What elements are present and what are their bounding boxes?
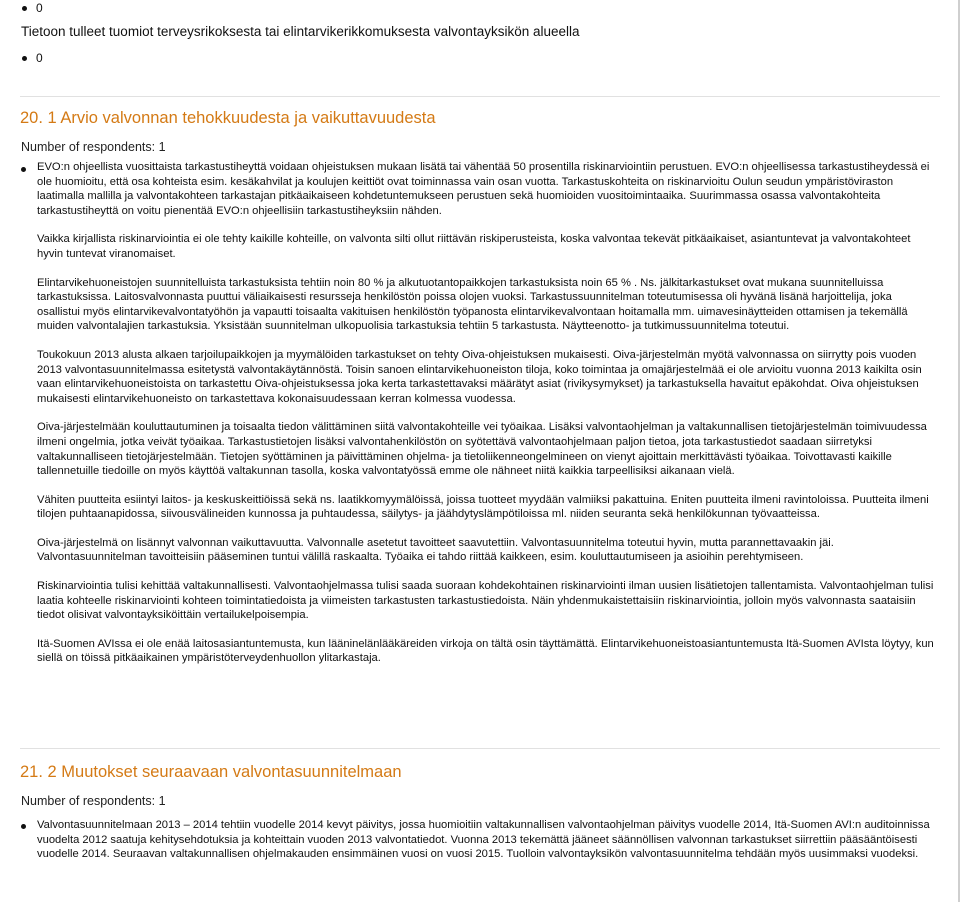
list-item: [22, 1, 43, 15]
answer-paragraph: Toukokuun 2013 alusta alkaen tarjoilupaikkojen ja myymälöiden tarkastukset on tehty Oiva-ohjeistuksen mukaisesti. Oiva-järjestelmän myötä valvonnassa on siirrytty pois vuoden 2013 valvontasuunnitelmassa esitetystä valvontakäytännöstä. Toisin sanoen elintarvikehuoneiston tiloja, koko toimintaa ja omajärjestelmää ei ole arvioitu vuonna 2013 kaikilta osin vaan elintarvikehuoneistoista on tarkastettu Oiva-ohjeistuksessa joka kerta tarkastettavaksi määrätyt asiat (rivikysymykset) ja tarkastuksella havaitut epäkohdat. Oiva ohjeistuksen mukaisesti elintarvikehuoneisto on tarkastettava kokonaisuudessaan kerran kolmessa vuodessa.: [37, 348, 922, 405]
list-item-value: 0: [36, 51, 43, 65]
answer-text: [37, 818, 937, 862]
list-item-value: 0: [36, 1, 43, 15]
section-title: 20. 1 Arvio valvonnan tehokkuudesta ja vaikuttavuudesta: [20, 109, 436, 127]
bullet-icon: [22, 6, 27, 11]
section-title: 21. 2 Muutokset seuraavaan valvontasuunnitelmaan: [20, 763, 402, 781]
bullet-icon: [22, 56, 27, 61]
answer-paragraph: Vähiten puutteita esiintyi laitos- ja keskuskeittiöissä sekä ns. laatikkomyymälöissä, joissa tuotteet myydään valmiiksi pakattuina. Eniten puutteita ilmeni ravintoloissa. Puutteita ilmeni tilojen puhtaanapidossa, siivousvälineiden kunnossa ja puhtaudessa, säilytys- ja jäähdytyslämpötiloissa ml. niiden seuranta sekä henkilökunnan työvaatteissa.: [37, 493, 929, 521]
answer-text: [37, 160, 937, 666]
answer-paragraph: Itä-Suomen AVIssa ei ole enää laitosasiantuntemusta, kun lääninelänlääkäreiden virkoja on tältä osin täyttämättä. Elintarvikehuoneistoasiantuntemusta Itä-Suomen AVIsta löytyy, kun siellä on töissä pitkäaikainen ympäristöterveydenhuollon ylitarkastaja.: [37, 637, 934, 665]
section-divider: [20, 748, 940, 749]
section-divider: [20, 96, 940, 97]
answer-paragraph: Riskinarviointia tulisi kehittää valtakunnallisesti. Valvontaohjelmassa tulisi saada suoraan kohdekohtainen riskinarviointi ilman uusien lisätietojen tallentamista. Valvontaohjelman tulisi laatia kohteelle riskinarviointi kohteen toimintatiedoista ja viimeisten tarkastusten tarkastustiedoista. Näin yhdenmukaistettaisiin riskinarviointia, jolloin myös valvonnasta saataisiin tiedot olisivat valvontayksiköittäin vertailukelpoisempia.: [37, 580, 934, 622]
respondent-count: Number of respondents: 1: [21, 794, 166, 808]
answer-paragraph: Oiva-järjestelmään kouluttautuminen ja toisaalta tiedon välittäminen siitä valvontakohteille vei työaikaa. Lisäksi valvontaohjelman ja valtakunnallisen tietojärjestelmän toimivuudessa ilmeni ongelmia, jotka veivät työaikaa. Tarkastustietojen lisäksi valvontahenkilöstön on syötettävä valvontaohjelmaan paljon tietoa, jota tarkastustiedot saadaan siirretyksi valtakunnalliseen tietojärjestelmään. Tietojen syöttäminen ja päivittäminen ohjelma- ja tietoliikenneongelmineen on vienyt ajoittain merkittävästi työaikaa. Toivottavasti kaikille tallennetuille tiedoille on myös käyttöä valtakunnan tasolla, koska valvontatyössä emme ole nähneet niitä kaikkia tarpeellisiksi aikanaan vielä.: [37, 421, 927, 478]
answer-paragraph: Elintarvikehuoneistojen suunnitelluista tarkastuksista tehtiin noin 80 % ja alkutuotantopaikkojen tarkastuksista noin 65 % . Ns. jälkitarkastukset ovat mukana suunnitelluissa tarkastuksissa. Laitosvalvonnasta puuttui väliaikaisesti resursseja henkilöstön poissa olojen vuoksi. Tarkastussuunnitelman toteutumisessa oli hyvänä lisänä harjoittelija, joka osallistui myös elintarvikevalvontatyöhön ja vapautti toisaalta vakituisen henkilöstön työpanosta elintarvikevalvontaan hoitamalla mm. uimavesinäytteiden ottamisen ja tekemällä muiden valvontalajien tarkastuksia. Yksistään suunnitelman ulkopuolisia tarkastuksia tehtiin 5 tarkastusta. Näytteenotto- ja tutkimussuunnitelma toteutui.: [37, 276, 908, 333]
answer-paragraph: EVO:n ohjeellista vuosittaista tarkastustiheyttä voidaan ohjeistuksen mukaan lisätä tai vähentää 50 prosentilla riskinarviointiin perustuen. EVO:n ohjeellisessa tarkastustiheydessä ei ole huomioitu, että osa kohteista esim. kesäkahvilat ja koulujen keittiöt ovat toiminnassa vain osan vuotta. Tarkastuskohteita on riskinarvioitu Oulun seudun ympäristöviraston laatimalla mallilla ja valvontakohteen tarkastajan pitkäaikaiseen kohdetuntemukseen perustuen sekä huomioiden vuositoimintaaika. Suurimmassa osassa valvontakohteita tarkastustiheyttä on voitu pienentää EVO:n ohjeellisiin tarkastustiheyksiin nähden.: [37, 161, 930, 217]
answer-paragraph: Valvontasuunnitelmaan 2013 – 2014 tehtiin vuodelle 2014 kevyt päivitys, jossa huomioitiin valtakunnallisen valvontaohjelman päivitys vuodelle 2014, Itä-Suomen AVI:n auditoinnissa vuodelta 2012 saatuja kehitysehdotuksia ja kohteittain vuoden 2013 valvontatiedot. Vuonna 2013 tekemättä jääneet säännöllisen valvonnan tarkastukset siirrettiin pääsääntöisesti vuodelle 2014. Seuraavan valtakunnallisen ohjelmakauden ensimmäinen vuosi on vuosi 2015. Tuolloin valvontayksikön valvontasuunnitelma tehdään myös uusimmaksi vuodeksi.: [37, 819, 930, 861]
list-item: [22, 51, 43, 65]
question-heading: Tietoon tulleet tuomiot terveysrikoksesta tai elintarvikerikkomuksesta valvontayksikön alueella: [21, 24, 580, 39]
respondent-count: Number of respondents: 1: [21, 140, 166, 154]
answer-paragraph: Oiva-järjestelmä on lisännyt valvonnan vaikuttavuutta. Valvonnalle asetetut tavoitteet saavutettiin. Valvontasuunnitelma toteutui hyvin, mutta parannettavaakin jäi. Valvontasuunnitelman tavoitteisiin pääseminen tuntui välillä raskaalta. Työaika ei tahdo riittää kaikkeen, esim. kouluttautumiseen ja asioihin perehtymiseen.: [37, 536, 834, 564]
answer-paragraph: Vaikka kirjallista riskinarviointia ei ole tehty kaikille kohteille, on valvonta silti ollut riittävän riskiperusteista, koska valvontaa tekevät pitkäaikaiset, asiantuntevat ja valvontakohteet hyvin tuntevat viranomaiset.: [37, 233, 911, 260]
bullet-icon: [21, 824, 26, 829]
bullet-icon: [21, 167, 26, 172]
